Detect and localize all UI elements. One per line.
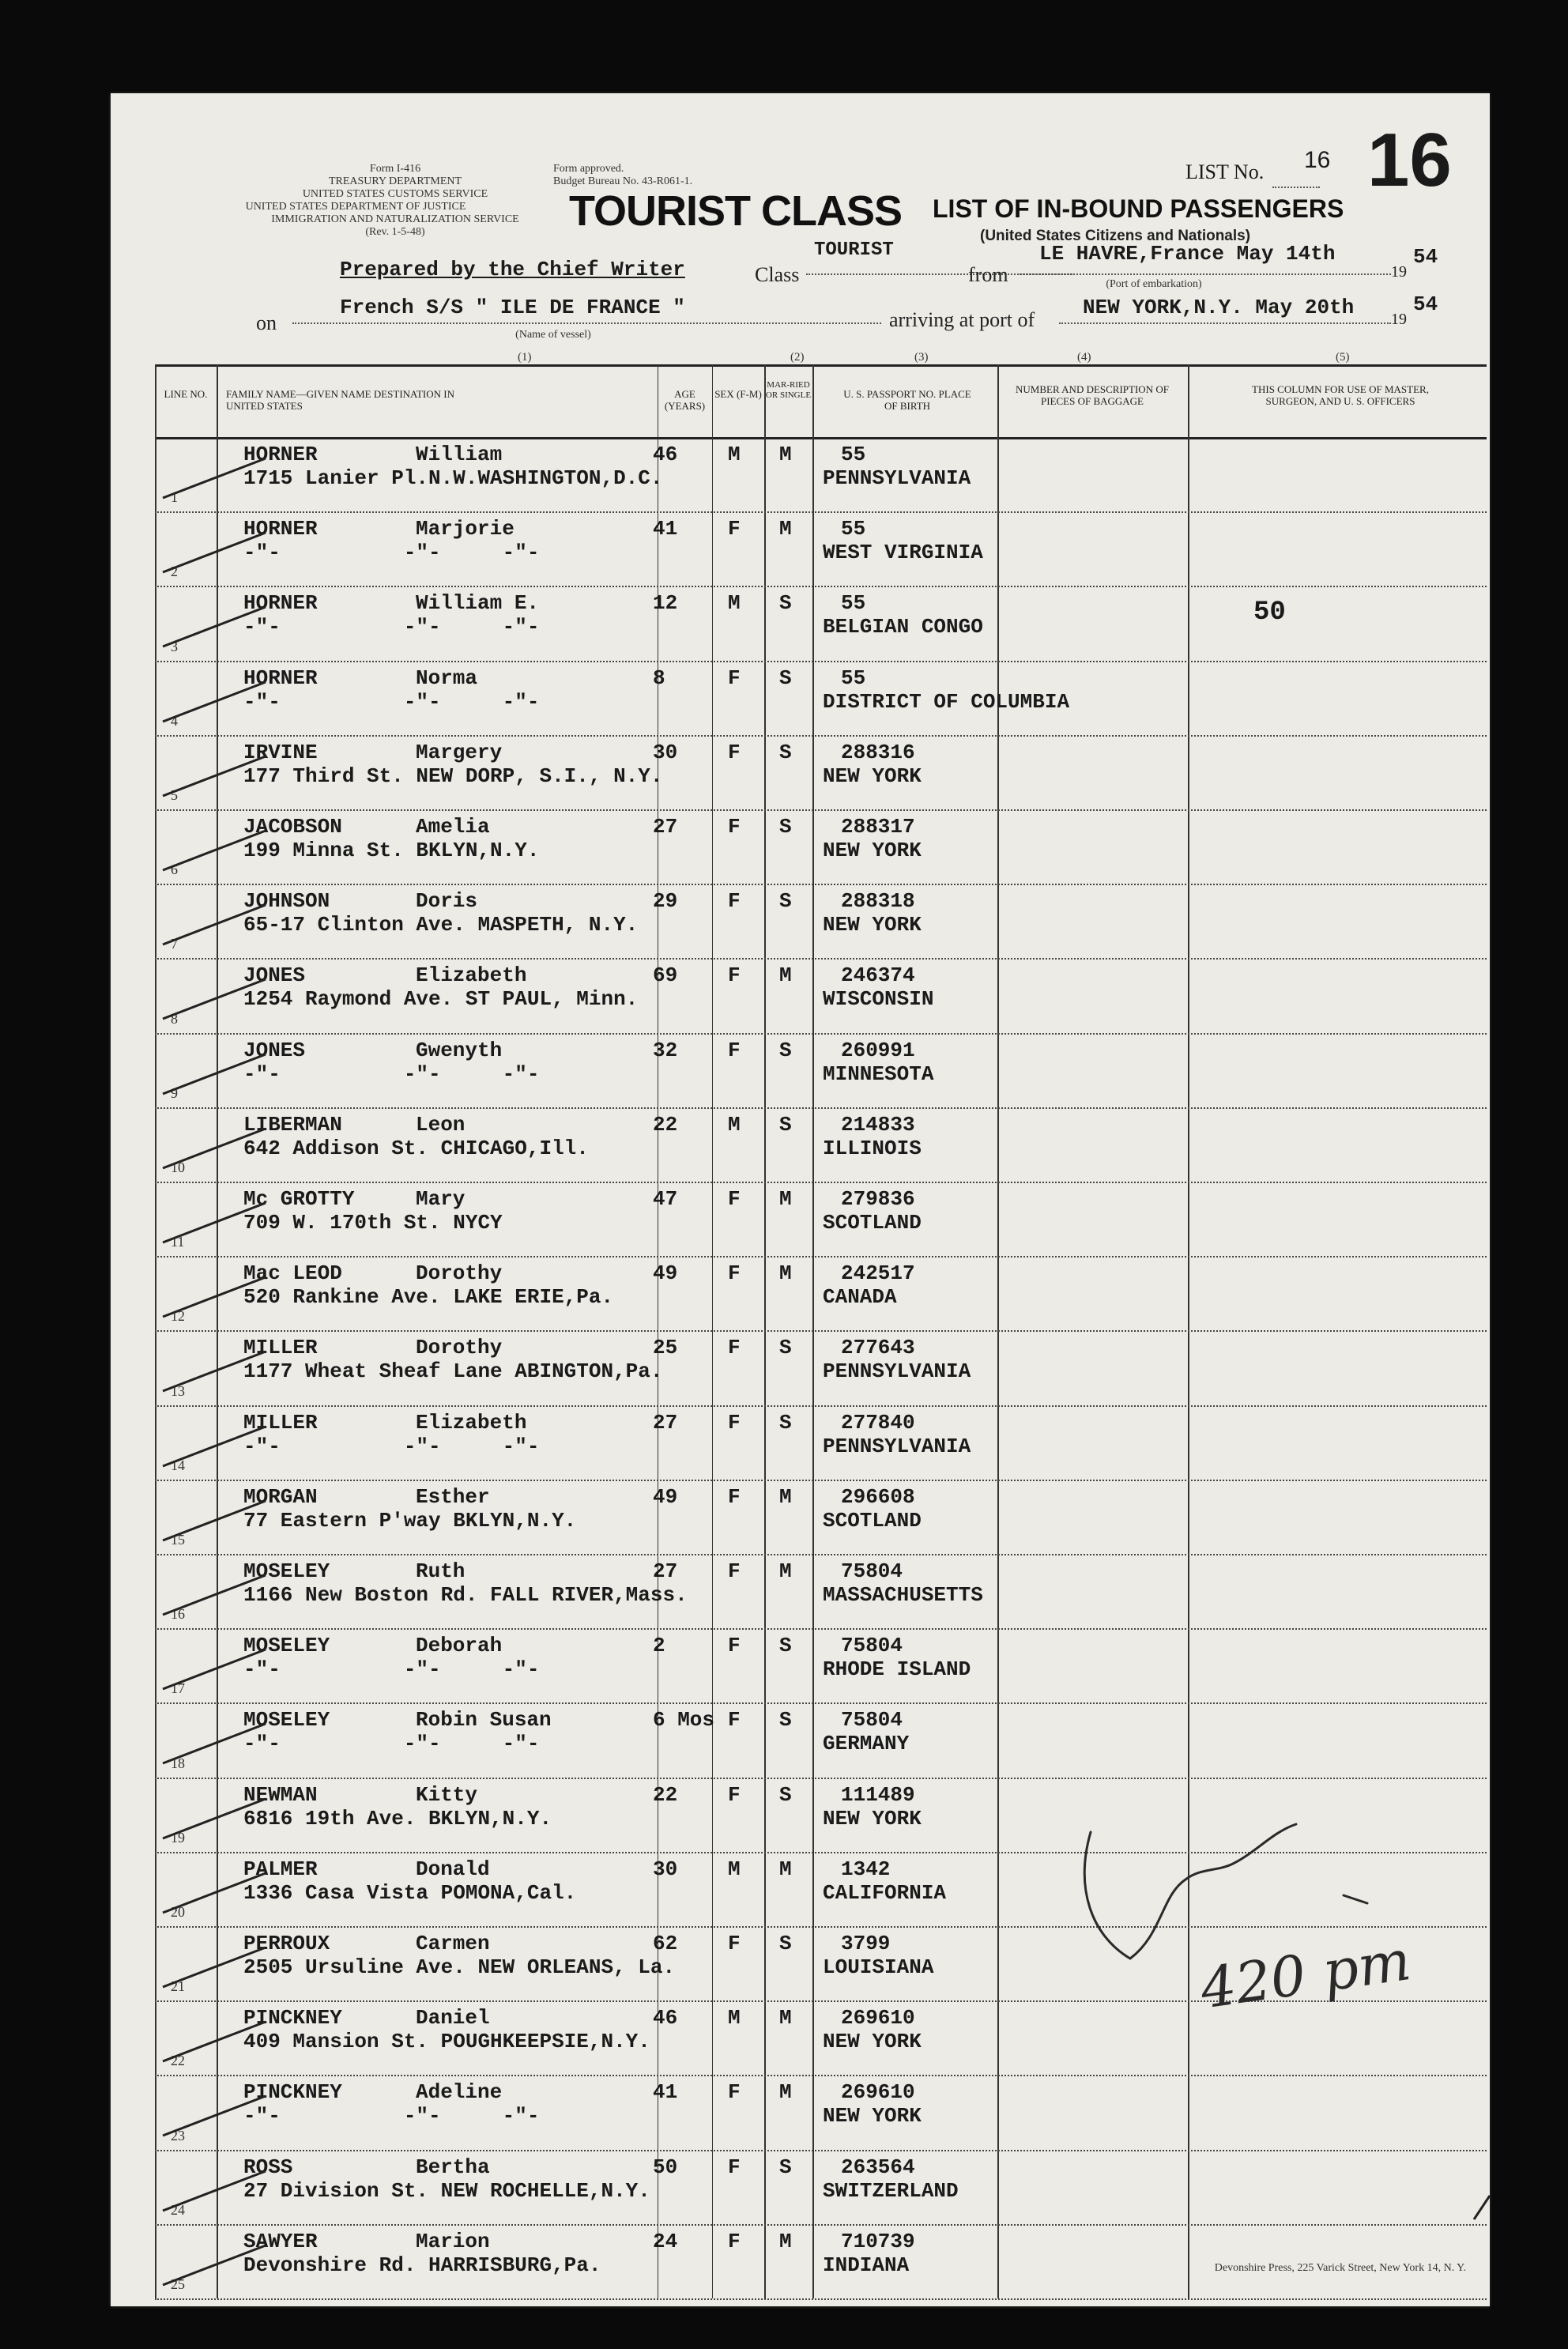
year-prefix: 19 [1391, 263, 1407, 281]
line-number: 13 [171, 1382, 185, 1399]
list-number-typed: 16 [1304, 147, 1331, 173]
passenger-passport: 263564 [841, 2155, 915, 2179]
passenger-age: 27 [653, 1559, 678, 1583]
passenger-family: PALMER [243, 1857, 318, 1881]
passenger-sex: F [728, 665, 741, 690]
line-number: 17 [171, 1680, 185, 1697]
passenger-birth: MINNESOTA [823, 1061, 934, 1086]
line-number: 25 [171, 2276, 185, 2292]
passenger-age: 69 [653, 963, 678, 988]
passenger-ms: M [779, 517, 792, 541]
from-value: LE HAVRE,France May 14th [1039, 242, 1336, 266]
passenger-age: 2 [653, 1634, 665, 1658]
passenger-given: Kitty [416, 1782, 478, 1807]
form-approved: Form approved. [553, 163, 624, 175]
passenger-age: 22 [653, 1112, 678, 1137]
form-revision: (Rev. 1-5-48) [365, 226, 425, 238]
line-number: 16 [171, 1606, 185, 1623]
passenger-birth: MASSACHUSETTS [823, 1583, 983, 1607]
line-number: 1 [171, 489, 178, 506]
line-number: 20 [171, 1904, 185, 1920]
passenger-sex: F [728, 1261, 741, 1286]
passenger-dest: 27 Division St. NEW ROCHELLE,N.Y. [243, 2178, 650, 2203]
class-label: Class [755, 263, 800, 286]
passenger-given: Ruth [416, 1559, 466, 1583]
header-age: AGE (YEARS) [664, 388, 706, 412]
list-number-label: LIST No. [1185, 160, 1265, 183]
passenger-passport: 288316 [841, 740, 915, 764]
passenger-ms: M [779, 1484, 792, 1509]
header-sex: SEX (F-M) [714, 388, 762, 400]
passenger-ms: M [779, 1559, 792, 1583]
passenger-dest: 1166 New Boston Rd. FALL RIVER,Mass. [243, 1583, 688, 1607]
list-subtitle: (United States Citizens and Nationals) [980, 228, 1251, 244]
passenger-passport: 55 [841, 591, 866, 616]
header-name: FAMILY NAME—GIVEN NAME DESTINATION IN UNITED STATES [226, 388, 455, 412]
header-baggage: NUMBER AND DESCRIPTION OF PIECES OF BAGGAGE [1016, 383, 1169, 407]
passenger-sex: F [728, 2080, 741, 2105]
passenger-sex: F [728, 740, 741, 764]
passenger-passport: 75804 [841, 1634, 903, 1658]
passenger-birth: BELGIAN CONGO [823, 615, 983, 639]
passenger-family: IRVINE [243, 740, 318, 764]
passenger-sex: F [728, 1932, 741, 1955]
passenger-dest: 520 Rankine Ave. LAKE ERIE,Pa. [243, 1285, 614, 1310]
column-number: (2) [790, 351, 805, 364]
passenger-birth: CALIFORNIA [823, 1880, 947, 1905]
passenger-birth: LOUISIANA [823, 1955, 934, 1979]
vessel-label: (Name of vessel) [515, 329, 591, 341]
passenger-age: 27 [653, 815, 678, 839]
passenger-dest: 65-17 Clinton Ave. MASPETH, N.Y. [243, 913, 639, 937]
passenger-age: 6 Mos [653, 1708, 715, 1733]
passenger-birth: PENNSYLVANIA [823, 466, 971, 490]
budget-bureau: Budget Bureau No. 43-R061-1. [553, 175, 693, 187]
passenger-age: 22 [653, 1782, 678, 1807]
passenger-family: NEWMAN [243, 1782, 318, 1807]
passenger-given: Deborah [416, 1634, 503, 1658]
passenger-age: 25 [653, 1336, 678, 1360]
passenger-family: MORGAN [243, 1484, 318, 1509]
passenger-family: JONES [243, 1038, 306, 1062]
line-number: 5 [171, 787, 178, 803]
passenger-passport: 75804 [841, 1708, 903, 1733]
line-number: 8 [171, 1010, 178, 1027]
passenger-ms: S [779, 1038, 792, 1062]
passenger-sex: M [728, 1112, 741, 1137]
passenger-passport: 111489 [841, 1782, 915, 1807]
passenger-dest: -"- -"- -"- [243, 2104, 540, 2128]
passenger-age: 30 [653, 740, 678, 764]
passenger-sex: F [728, 1634, 741, 1658]
passenger-passport: 269610 [841, 2080, 915, 2105]
passenger-dest: 199 Minna St. BKLYN,N.Y. [243, 839, 540, 862]
passenger-ms: M [779, 2080, 792, 2105]
passenger-birth: NEW YORK [823, 839, 922, 862]
passenger-dest: -"- -"- -"- [243, 615, 540, 639]
column-number: (5) [1336, 351, 1350, 364]
list-number-stamped: 16 [1367, 118, 1452, 202]
dept-customs: UNITED STATES CUSTOMS SERVICE [302, 188, 488, 200]
passenger-ms: S [779, 1782, 792, 1807]
passenger-birth: GERMANY [823, 1732, 910, 1756]
passenger-family: SAWYER [243, 2229, 318, 2253]
port-embarkation-label: (Port of embarkation) [1106, 278, 1202, 290]
passenger-given: Bertha [416, 2155, 490, 2179]
passenger-birth: RHODE ISLAND [823, 1657, 971, 1682]
passenger-given: Gwenyth [416, 1038, 503, 1062]
passenger-sex: F [728, 1187, 741, 1211]
passenger-sex: F [728, 815, 741, 839]
passenger-dest: 709 W. 170th St. NYCY [243, 1211, 503, 1235]
on-label: on [256, 311, 277, 334]
vessel-name: French S/S " ILE DE FRANCE " [340, 296, 685, 319]
passenger-passport: 296608 [841, 1484, 915, 1509]
passenger-ms: S [779, 665, 792, 690]
passenger-age: 24 [653, 2229, 678, 2253]
passenger-family: LIBERMAN [243, 1112, 342, 1137]
line-number: 23 [171, 2127, 185, 2144]
passenger-family: ROSS [243, 2155, 293, 2179]
passenger-passport: 246374 [841, 963, 915, 988]
line-number: 24 [171, 2201, 185, 2218]
header-married: MAR-RIED OR SINGLE [765, 380, 812, 400]
passenger-given: William E. [416, 591, 540, 616]
passenger-sex: F [728, 889, 741, 914]
passenger-given: Margery [416, 740, 503, 764]
passenger-sex: M [728, 591, 741, 616]
passenger-family: HORNER [243, 443, 318, 466]
list-title: LIST OF IN-BOUND PASSENGERS [933, 194, 1344, 223]
passenger-age: 62 [653, 1932, 678, 1955]
passenger-passport: 288318 [841, 889, 915, 914]
passenger-family: JONES [243, 963, 306, 988]
passenger-given: Elizabeth [416, 963, 527, 988]
year-suffix: 54 [1413, 292, 1438, 316]
passenger-given: William [416, 443, 503, 466]
passenger-dest: -"- -"- -"- [243, 1732, 540, 1756]
handwritten-marks [111, 93, 1490, 2306]
passenger-ms: S [779, 1932, 792, 1955]
passenger-age: 46 [653, 2006, 678, 2030]
passenger-passport: 3799 [841, 1932, 891, 1955]
passenger-given: Marion [416, 2229, 490, 2253]
passenger-ms: M [779, 1857, 792, 1881]
line-number: 22 [171, 2053, 185, 2069]
passenger-ms: S [779, 591, 792, 616]
passenger-sex: F [728, 2155, 741, 2179]
line-number: 18 [171, 1755, 185, 1771]
passenger-dest: 1177 Wheat Sheaf Lane ABINGTON,Pa. [243, 1359, 663, 1384]
passenger-given: Robin Susan [416, 1708, 552, 1733]
passenger-birth: SCOTLAND [823, 1211, 922, 1235]
passenger-given: Carmen [416, 1932, 490, 1955]
passenger-sex: F [728, 1782, 741, 1807]
line-number: 12 [171, 1308, 185, 1325]
column-number: (1) [518, 351, 532, 364]
line-number: 21 [171, 1978, 185, 1995]
passenger-birth: NEW YORK [823, 2104, 922, 2128]
prepared-by: Prepared by the Chief Writer [340, 258, 685, 281]
passenger-ms: M [779, 963, 792, 988]
line-number: 9 [171, 1084, 178, 1101]
form-number: Form I-416 [369, 163, 421, 175]
passenger-passport: 277643 [841, 1336, 915, 1360]
passenger-birth: INDIANA [823, 2253, 910, 2277]
passenger-given: Mary [416, 1187, 466, 1211]
handwritten-note: 420 pm [1196, 1928, 1415, 2022]
passenger-dest: 2505 Ursuline Ave. NEW ORLEANS, La. [243, 1955, 676, 1979]
passenger-age: 41 [653, 517, 678, 541]
passenger-birth: DISTRICT OF COLUMBIA [823, 689, 1070, 714]
officer-remark-50: 50 [1253, 598, 1286, 628]
passenger-passport: 55 [841, 665, 866, 690]
passenger-family: MOSELEY [243, 1634, 330, 1658]
passenger-sex: F [728, 963, 741, 988]
manifest-sheet [111, 93, 1490, 2306]
passenger-family: PERROUX [243, 1932, 330, 1955]
line-number: 19 [171, 1829, 185, 1846]
passenger-ms: S [779, 1112, 792, 1137]
column-number: (3) [914, 351, 929, 364]
passenger-sex: F [728, 1038, 741, 1062]
passenger-birth: NEW YORK [823, 913, 922, 937]
line-number: 7 [171, 936, 178, 952]
passenger-age: 46 [653, 443, 678, 466]
passenger-sex: F [728, 2229, 741, 2253]
passenger-passport: 75804 [841, 1559, 903, 1583]
passenger-given: Doris [416, 889, 478, 914]
passenger-birth: WISCONSIN [823, 987, 934, 1012]
passenger-family: PINCKNEY [243, 2006, 342, 2030]
passenger-dest: -"- -"- -"- [243, 1657, 540, 1682]
passenger-passport: 279836 [841, 1187, 915, 1211]
line-number: 4 [171, 712, 178, 729]
passenger-passport: 55 [841, 517, 866, 541]
dept-justice: UNITED STATES DEPARTMENT OF JUSTICE [245, 201, 466, 213]
passenger-dest: 1336 Casa Vista POMONA,Cal. [243, 1880, 577, 1905]
passenger-family: JOHNSON [243, 889, 330, 914]
arriving-label: arriving at port of [889, 308, 1035, 331]
passenger-age: 12 [653, 591, 678, 616]
passenger-dest: 177 Third St. NEW DORP, S.I., N.Y. [243, 764, 663, 788]
year-prefix: 19 [1391, 311, 1407, 328]
line-number: 6 [171, 862, 178, 878]
passenger-passport: 55 [841, 443, 866, 466]
passenger-age: 27 [653, 1410, 678, 1435]
header-passport: U. S. PASSPORT NO. PLACE OF BIRTH [843, 388, 971, 412]
passenger-passport: 288317 [841, 815, 915, 839]
class-value: TOURIST [814, 239, 894, 261]
passenger-age: 32 [653, 1038, 678, 1062]
arriving-value: NEW YORK,N.Y. May 20th [1083, 296, 1355, 319]
passenger-sex: F [728, 1410, 741, 1435]
passenger-ms: M [779, 443, 792, 466]
passenger-age: 30 [653, 1857, 678, 1881]
passenger-passport: 242517 [841, 1261, 915, 1286]
passenger-given: Leon [416, 1112, 466, 1137]
passenger-family: Mac LEOD [243, 1261, 342, 1286]
passenger-dest: Devonshire Rd. HARRISBURG,Pa. [243, 2253, 601, 2277]
passenger-age: 50 [653, 2155, 678, 2179]
passenger-age: 29 [653, 889, 678, 914]
year-suffix: 54 [1413, 245, 1438, 269]
passenger-birth: PENNSYLVANIA [823, 1434, 971, 1458]
passenger-sex: M [728, 1857, 741, 1881]
line-number: 11 [171, 1234, 185, 1250]
dept-treasury: TREASURY DEPARTMENT [328, 175, 462, 187]
passenger-family: JACOBSON [243, 815, 342, 839]
passenger-passport: 260991 [841, 1038, 915, 1062]
line-number: 15 [171, 1532, 185, 1548]
passenger-passport: 1342 [841, 1857, 891, 1881]
passenger-ms: S [779, 1708, 792, 1733]
passenger-family: Mc GROTTY [243, 1187, 355, 1211]
passenger-given: Amelia [416, 815, 490, 839]
passenger-dest: 409 Mansion St. POUGHKEEPSIE,N.Y. [243, 2030, 650, 2054]
passenger-passport: 710739 [841, 2229, 915, 2253]
passenger-birth: NEW YORK [823, 2030, 922, 2054]
passenger-given: Marjorie [416, 517, 514, 541]
header-officers: THIS COLUMN FOR USE OF MASTER, SURGEON, AND U. S. OFFICERS [1252, 383, 1429, 407]
passenger-given: Adeline [416, 2080, 503, 2105]
passenger-ms: S [779, 889, 792, 914]
passenger-ms: S [779, 2155, 792, 2179]
passenger-ms: S [779, 815, 792, 839]
passenger-family: HORNER [243, 517, 318, 541]
passenger-birth: WEST VIRGINIA [823, 541, 983, 565]
passenger-birth: SWITZERLAND [823, 2178, 959, 2203]
passenger-family: HORNER [243, 591, 318, 616]
passenger-dest: -"- -"- -"- [243, 541, 540, 565]
passenger-given: Dorothy [416, 1336, 503, 1360]
passenger-age: 49 [653, 1261, 678, 1286]
passenger-passport: 277840 [841, 1410, 915, 1435]
passenger-family: HORNER [243, 665, 318, 690]
passenger-birth: PENNSYLVANIA [823, 1359, 971, 1384]
passenger-family: MILLER [243, 1410, 318, 1435]
passenger-age: 41 [653, 2080, 678, 2105]
passenger-birth: CANADA [823, 1285, 897, 1310]
passenger-family: MOSELEY [243, 1559, 330, 1583]
passenger-family: PINCKNEY [243, 2080, 342, 2105]
passenger-dest: 1254 Raymond Ave. ST PAUL, Minn. [243, 987, 639, 1012]
passenger-birth: SCOTLAND [823, 1508, 922, 1533]
passenger-given: Daniel [416, 2006, 490, 2030]
passenger-ms: M [779, 1261, 792, 1286]
passenger-ms: M [779, 1187, 792, 1211]
line-number: 14 [171, 1457, 185, 1473]
passenger-family: MOSELEY [243, 1708, 330, 1733]
passenger-given: Dorothy [416, 1261, 503, 1286]
header-line-no: LINE NO. [164, 388, 208, 400]
passenger-given: Donald [416, 1857, 490, 1881]
passenger-ms: M [779, 2229, 792, 2253]
passenger-sex: F [728, 1336, 741, 1360]
passenger-given: Elizabeth [416, 1410, 527, 1435]
from-label: from [968, 263, 1008, 286]
passenger-sex: M [728, 443, 741, 466]
passenger-sex: F [728, 517, 741, 541]
passenger-family: MILLER [243, 1336, 318, 1360]
passenger-ms: S [779, 1336, 792, 1360]
passenger-dest: 6816 19th Ave. BKLYN,N.Y. [243, 1806, 552, 1831]
passenger-birth: NEW YORK [823, 764, 922, 788]
passenger-birth: NEW YORK [823, 1806, 922, 1831]
passenger-dest: 1715 Lanier Pl.N.W.WASHINGTON,D.C. [243, 466, 663, 490]
line-number: 3 [171, 638, 178, 654]
passenger-dest: -"- -"- -"- [243, 689, 540, 714]
passenger-ms: S [779, 1410, 792, 1435]
passenger-passport: 269610 [841, 2006, 915, 2030]
passenger-given: Norma [416, 665, 478, 690]
passenger-dest: -"- -"- -"- [243, 1061, 540, 1086]
passenger-sex: F [728, 1708, 741, 1733]
line-number: 2 [171, 564, 178, 580]
passenger-dest: 77 Eastern P'way BKLYN,N.Y. [243, 1508, 577, 1533]
passenger-ms: S [779, 1634, 792, 1658]
passenger-sex: M [728, 2006, 741, 2030]
passenger-sex: F [728, 1559, 741, 1583]
printer-footer: Devonshire Press, 225 Varick Street, New York 14, N. Y. [1214, 2262, 1466, 2274]
passenger-passport: 214833 [841, 1112, 915, 1137]
tourist-class-title: TOURIST CLASS [569, 187, 903, 235]
passenger-sex: F [728, 1484, 741, 1509]
passenger-age: 47 [653, 1187, 678, 1211]
dept-immigration: IMMIGRATION AND NATURALIZATION SERVICE [271, 213, 519, 225]
passenger-ms: S [779, 740, 792, 764]
passenger-dest: 642 Addison St. CHICAGO,Ill. [243, 1136, 589, 1160]
line-number: 10 [171, 1159, 185, 1175]
passenger-dest: -"- -"- -"- [243, 1434, 540, 1458]
column-number: (4) [1077, 351, 1091, 364]
passenger-age: 49 [653, 1484, 678, 1509]
passenger-birth: ILLINOIS [823, 1136, 922, 1160]
passenger-age: 8 [653, 665, 665, 690]
passenger-given: Esther [416, 1484, 490, 1509]
passenger-ms: M [779, 2006, 792, 2030]
